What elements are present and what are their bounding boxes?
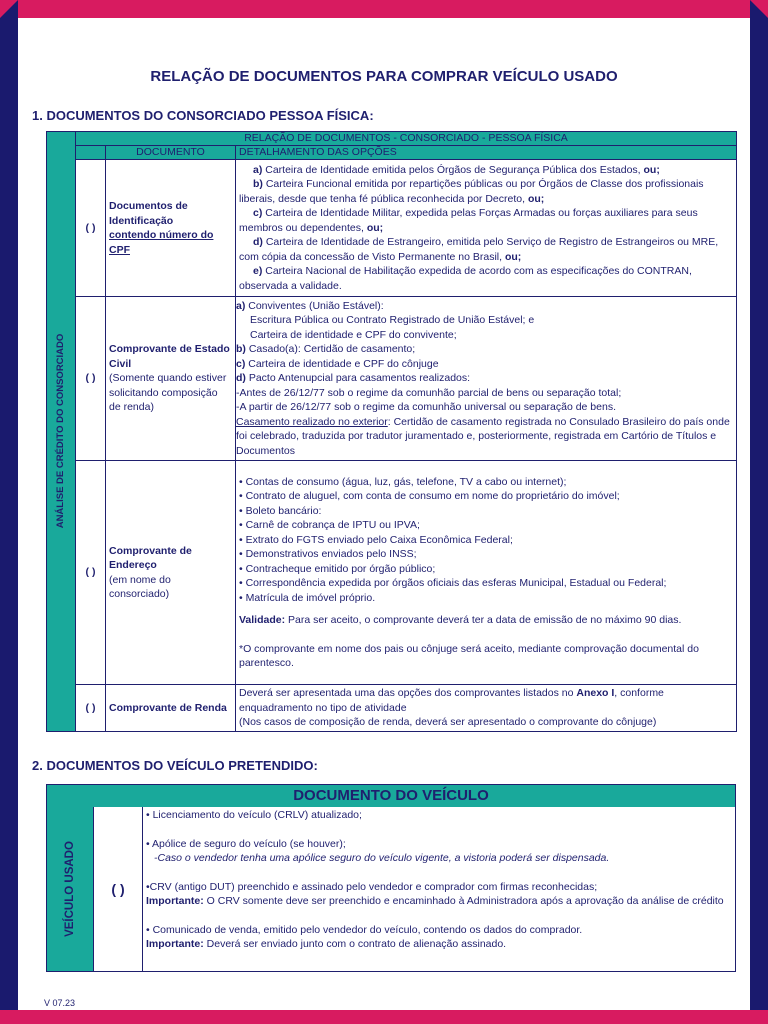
ec-b-label: b) bbox=[236, 343, 246, 356]
endereco-item: • Matrícula de imóvel próprio. bbox=[239, 591, 376, 604]
ou-a: ou; bbox=[643, 163, 660, 176]
opt-e-label: e) bbox=[253, 265, 263, 278]
renda-anexo: Anexo I bbox=[576, 687, 615, 699]
doc-endereco bbox=[106, 461, 236, 685]
opt-a-label: a) bbox=[253, 163, 263, 176]
header-blank bbox=[76, 146, 106, 160]
endereco-item: • Contrato de aluguel, com conta de consumo em nome do proprietário do imóvel; bbox=[239, 490, 620, 502]
corner-top-right bbox=[750, 0, 768, 18]
checkbox-endereco[interactable]: ( ) bbox=[76, 461, 106, 685]
corner-bottom-left bbox=[0, 1010, 18, 1024]
important2-text: Deverá ser enviado junto com o contrato de alienação assinado. bbox=[203, 938, 507, 950]
endereco-item: • Boleto bancário: bbox=[239, 504, 322, 517]
opt-b-text: Carteira Funcional emitida por repartições públicas ou por Órgãos de Classe dos profissionais liberais, desde que tenha fé pública reconhecida por Decreto, bbox=[239, 178, 704, 205]
ec-d-line2: -Antes de 26/12/77 sob o regime da comunhão parcial de bens ou separação total; bbox=[236, 386, 622, 399]
vehicle-line1: • Licenciamento do veículo (CRLV) atualizado; bbox=[146, 809, 362, 821]
doc-identificacao-line2: contendo número do CPF bbox=[109, 229, 214, 256]
opt-c-label: c) bbox=[253, 207, 263, 220]
col-header-detalhamento: DETALHAMENTO DAS OPÇÕES bbox=[236, 146, 737, 160]
right-border bbox=[750, 0, 768, 1024]
doc-identificacao-line1: Documentos de Identificação bbox=[109, 200, 188, 227]
detail-identificacao bbox=[236, 160, 737, 297]
validade-label: Validade: bbox=[239, 614, 286, 626]
doc-endereco-title: Comprovante de Endereço bbox=[109, 544, 192, 571]
page-title: RELAÇÃO DE DOCUMENTOS PARA COMPRAR VEÍCULO USADO bbox=[150, 68, 618, 85]
opt-a-text: Carteira de Identidade emitida pelos Órgãos de Segurança Pública dos Estados, bbox=[262, 163, 644, 176]
ou-b: ou; bbox=[527, 192, 545, 205]
opt-d-label: d) bbox=[253, 236, 263, 249]
ec-c-text: Carteira de identidade e CPF do cônjuge bbox=[245, 357, 439, 370]
endereco-item: • Correspondência expedida por órgãos oficiais das esferas Municipal, Estadual ou Federal; bbox=[239, 577, 667, 589]
vehicle-line3: -Caso o vendedor tenha uma apólice seguro do veículo vigente, a vistoria poderá ser dispensada. bbox=[154, 852, 610, 864]
endereco-note: *O comprovante em nome dos pais ou cônjuge será aceito, mediante comprovação documental do parentesco. bbox=[239, 642, 699, 669]
vehicle-line2: • Apólice de seguro do veículo (se houver); bbox=[146, 837, 346, 850]
checkbox-vehicle[interactable]: ( ) bbox=[94, 807, 143, 971]
corner-bottom-right bbox=[750, 1010, 768, 1024]
ou-d: ou; bbox=[504, 250, 522, 263]
section1-heading: 1. DOCUMENTOS DO CONSORCIADO PESSOA FÍSICA: bbox=[32, 108, 374, 123]
opt-e-text: Carteira Nacional de Habilitação expedida de acordo com as especificações do CONTRAN, observada a validade. bbox=[239, 265, 692, 292]
renda-text-post: , conforme enquadramento no tipo de atividade bbox=[239, 687, 664, 714]
detail-estado-civil bbox=[236, 297, 737, 461]
detail-renda bbox=[236, 685, 737, 732]
consorciado-documents-table bbox=[46, 131, 737, 732]
ec-d-text: Pacto Antenupcial para casamentos realizados: bbox=[245, 372, 471, 385]
bottom-border bbox=[0, 1010, 768, 1024]
doc-endereco-sub: (em nome do consorciado) bbox=[109, 573, 171, 600]
side-label-text: ANÁLISE DE CRÉDITO DO CONSORCIADO bbox=[54, 333, 66, 529]
important1-text: O CRV somente deve ser preenchido e encaminhado à Administradora após a aprovação da análise de crédito bbox=[203, 895, 724, 907]
endereco-item: • Demonstrativos enviados pelo INSS; bbox=[239, 548, 417, 560]
vehicle-table-header: DOCUMENTO DO VEÍCULO bbox=[47, 785, 735, 807]
top-border bbox=[0, 0, 768, 18]
endereco-item: • Extrato do FGTS enviado pelo Caixa Econômica Federal; bbox=[239, 533, 513, 546]
ec-d-label: d) bbox=[236, 372, 246, 385]
checkbox-identificacao[interactable]: ( ) bbox=[76, 160, 106, 297]
checkbox-estado-civil[interactable]: ( ) bbox=[76, 297, 106, 461]
vehicle-side-label bbox=[47, 807, 94, 971]
vehicle-side-text: VEÍCULO USADO bbox=[64, 841, 76, 937]
opt-c-text: Carteira de Identidade Militar, expedida pelas Forças Armadas ou forças auxiliares para seus membros ou dependentes, bbox=[239, 207, 698, 234]
ec-d-line3: -A partir de 26/12/77 sob o regime da comunhão universal ou separação de bens. bbox=[236, 401, 616, 414]
renda-line2: (Nos casos de composição de renda, deverá ser apresentado o comprovante do cônjuge) bbox=[239, 716, 657, 728]
section2-heading: 2. DOCUMENTOS DO VEÍCULO PRETENDIDO: bbox=[32, 758, 318, 773]
ec-ext-text: : Certidão de casamento registrada no Consulado Brasileiro do país onde foi celebrado, traduzida por tradutor juramentado e, posteriormente, registrada em Cartório de Títulos e Documentos bbox=[236, 415, 730, 457]
vehicle-line4: •CRV (antigo DUT) preenchido e assinado pelo vendedor e comprador com firmas reconhecidas; bbox=[146, 880, 598, 893]
version-label: V 07.23 bbox=[44, 998, 76, 1008]
doc-identificacao bbox=[106, 160, 236, 297]
checkbox-renda[interactable]: ( ) bbox=[76, 685, 106, 732]
ec-a-label: a) bbox=[236, 299, 246, 312]
opt-b-label: b) bbox=[253, 178, 263, 191]
doc-renda bbox=[106, 685, 236, 732]
detail-endereco bbox=[236, 461, 737, 685]
ou-c: ou; bbox=[366, 221, 384, 234]
vehicle-line5: • Comunicado de venda, emitido pelo vendedor do veículo, contendo os dados do comprador. bbox=[146, 923, 583, 936]
important1-label: Importante: bbox=[146, 895, 204, 907]
credit-analysis-side-label bbox=[47, 132, 76, 732]
renda-text-pre: Deverá ser apresentada uma das opções dos comprovantes listados no bbox=[239, 687, 577, 699]
ec-a-text: Conviventes (União Estável): bbox=[245, 299, 384, 312]
doc-estado-civil bbox=[106, 297, 236, 461]
left-border bbox=[0, 0, 18, 1024]
doc-estado-civil-title: Comprovante de Estado Civil bbox=[109, 343, 230, 370]
endereco-item: • Carnê de cobrança de IPTU ou IPVA; bbox=[239, 519, 420, 531]
ec-ext-label: Casamento realizado no exterior bbox=[236, 415, 388, 428]
doc-renda-title: Comprovante de Renda bbox=[109, 701, 227, 714]
validade-text: Para ser aceito, o comprovante deverá ter a data de emissão de no máximo 90 dias. bbox=[285, 614, 682, 626]
col-header-documento: DOCUMENTO bbox=[106, 146, 236, 160]
ec-a-line3: Carteira de identidade e CPF do convivente; bbox=[250, 328, 457, 341]
ec-c-label: c) bbox=[236, 357, 246, 370]
vehicle-documents-table bbox=[46, 784, 736, 972]
endereco-item: • Contracheque emitido por órgão público; bbox=[239, 562, 436, 575]
doc-estado-civil-sub: (Somente quando estiver solicitando composição de renda) bbox=[109, 372, 227, 414]
vehicle-details bbox=[146, 808, 732, 952]
ec-a-line2: Escritura Pública ou Contrato Registrado de União Estável; e bbox=[250, 314, 535, 327]
important2-label: Importante: bbox=[146, 938, 204, 950]
opt-d-text: Carteira de Identidade de Estrangeiro, emitida pelo Serviço de Registro de Estrangeiros ou MRE, com cópia da concessão de Visto Permanente no Brasil, bbox=[239, 236, 719, 263]
corner-top-left bbox=[0, 0, 18, 18]
ec-b-text: Casado(a): Certidão de casamento; bbox=[245, 343, 416, 356]
table1-header: RELAÇÃO DE DOCUMENTOS - CONSORCIADO - PESSOA FÍSICA bbox=[76, 132, 737, 146]
endereco-item: • Contas de consumo (água, luz, gás, telefone, TV a cabo ou internet); bbox=[239, 475, 567, 488]
